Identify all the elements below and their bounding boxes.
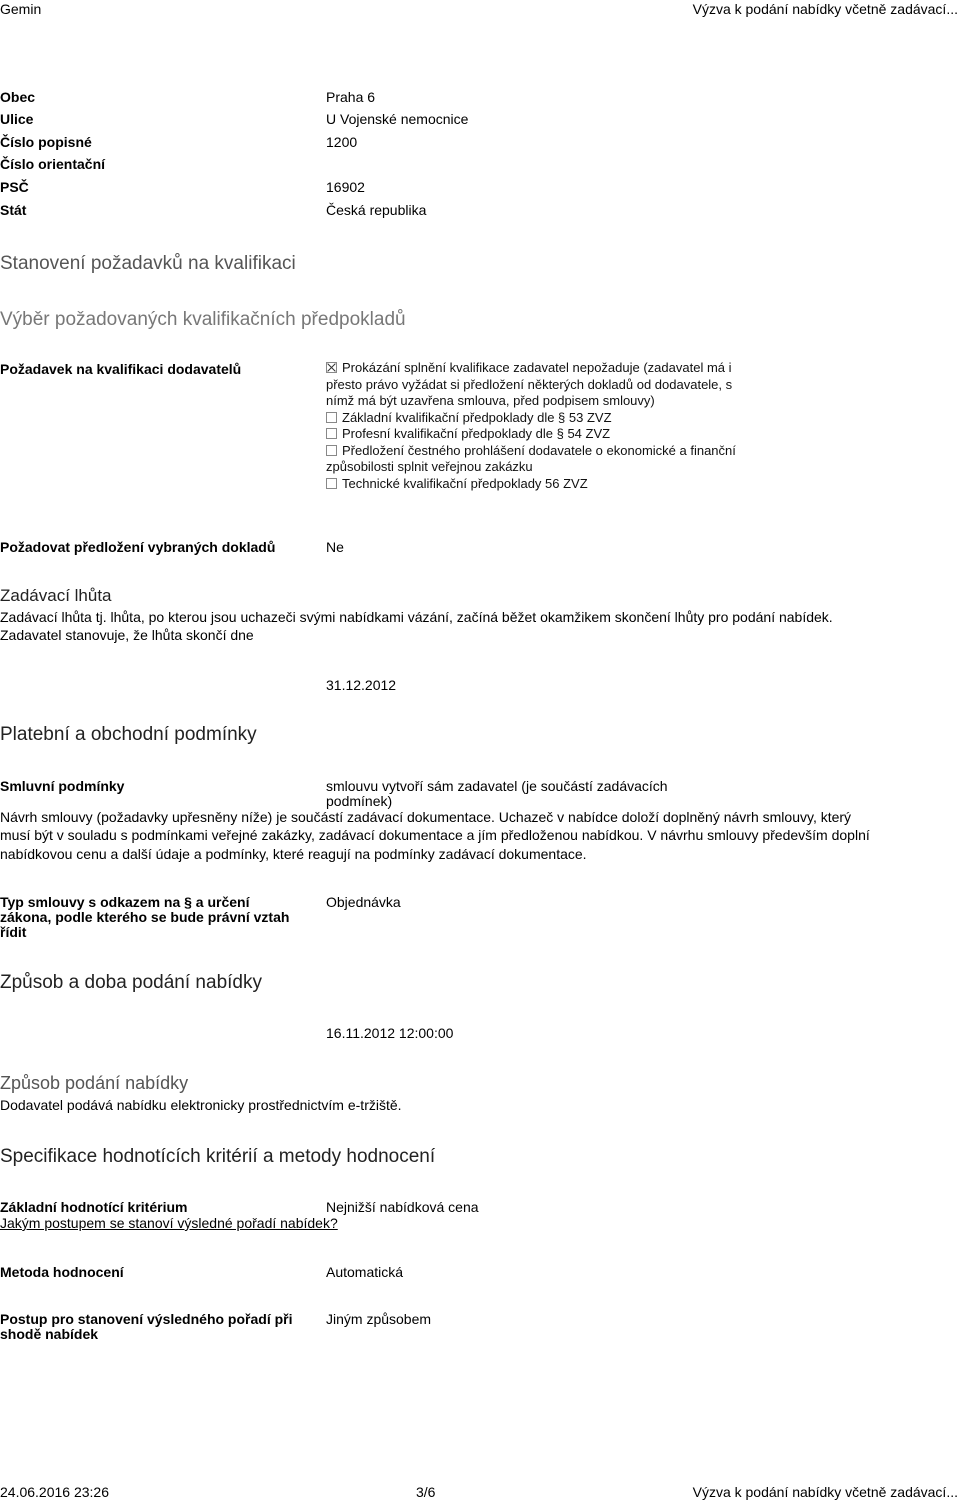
address-label-ulice: Ulice bbox=[0, 111, 34, 127]
qualification-option-text: Základní kvalifikační předpoklady dle § 53 ZVZ bbox=[342, 409, 612, 425]
qualification-option-text: Prokázání splnění kvalifikace zadavatel nepožaduje (zadavatel má i přesto právo vyžádat si předložení některých dokladů od dodavatele, s nímž má být uzavřena smlouva, před podpisem smlouvy) bbox=[326, 360, 733, 408]
qualification-option bbox=[326, 360, 756, 410]
tie-label-1: Postup pro stanovení výsledného pořadí při bbox=[0, 1311, 293, 1327]
contract-type-label-3: řídit bbox=[0, 924, 27, 940]
qualification-options bbox=[326, 360, 756, 492]
evaluation-heading: Specifikace hodnotících kritérií a metody hodnocení bbox=[0, 1146, 436, 1167]
address-value-ulice: U Vojenské nemocnice bbox=[326, 111, 469, 127]
submission-heading: Způsob a doba podání nabídky bbox=[0, 972, 262, 993]
address-label-psc: PSČ bbox=[0, 179, 29, 195]
submission-method-text: Dodavatel podává nabídku elektronicky prostřednictvím e-tržiště. bbox=[0, 1097, 402, 1113]
evaluation-method-value: Automatická bbox=[326, 1264, 404, 1280]
checkbox-icon[interactable] bbox=[326, 412, 337, 423]
binding-period-heading: Zadávací lhůta bbox=[0, 586, 112, 605]
binding-period-line2: Zadavatel stanovuje, že lhůta skončí dne bbox=[0, 627, 254, 643]
contract-value-1: smlouvu vytvoří sám zadavatel (je součástí zadávacích bbox=[326, 778, 668, 794]
contract-type-label-2: zákona, podle kterého se bude právní vztah bbox=[0, 909, 290, 925]
address-value-stat: Česká republika bbox=[326, 202, 427, 218]
contract-type-label-1: Typ smlouvy s odkazem na § a určení bbox=[0, 894, 250, 910]
binding-period-line1: Zadávací lhůta tj. lhůta, po kterou jsou uchazeči svými nabídkami vázání, začíná běžet okamžikem skončení lhůty pro podání nabídek. bbox=[0, 609, 833, 625]
qualification-heading: Stanovení požadavků na kvalifikaci bbox=[0, 253, 296, 274]
submission-method-heading: Způsob podání nabídky bbox=[0, 1073, 189, 1093]
evaluation-method-label: Metoda hodnocení bbox=[0, 1264, 124, 1280]
contract-type-value: Objednávka bbox=[326, 894, 401, 910]
qualification-option bbox=[326, 476, 756, 493]
checkbox-checked-icon[interactable] bbox=[326, 362, 337, 373]
qualification-option-text: Technické kvalifikační předpoklady 56 ZVZ bbox=[342, 475, 588, 491]
tie-label-2: shodě nabídek bbox=[0, 1326, 99, 1342]
address-value-obec: Praha 6 bbox=[326, 89, 376, 105]
header-left: Gemin bbox=[0, 1, 42, 17]
qualification-option-text: Profesní kvalifikační předpoklady dle § 54 ZVZ bbox=[342, 426, 611, 441]
contract-value-2: podmínek) bbox=[326, 793, 393, 809]
address-value-cislo-popisne: 1200 bbox=[326, 134, 358, 150]
qualification-option bbox=[326, 443, 756, 476]
contract-label: Smluvní podmínky bbox=[0, 778, 125, 794]
qualification-subheading: Výběr požadovaných kvalifikačních předpokladů bbox=[0, 309, 406, 330]
contract-note-2: musí být v souladu s podmínkami veřejné zakázky, zadávací dokumentace a jím předloženou nabídkou. V návrhu smlouvy především doplní bbox=[0, 827, 870, 843]
address-label-obec: Obec bbox=[0, 89, 36, 105]
documents-value: Ne bbox=[326, 539, 344, 555]
submission-datetime: 16.11.2012 12:00:00 bbox=[326, 1025, 454, 1041]
footer-page-number: 3/6 bbox=[416, 1484, 436, 1500]
criterion-label: Základní hodnotící kritérium bbox=[0, 1199, 188, 1215]
address-label-cislo-orientacni: Číslo orientační bbox=[0, 156, 106, 172]
qualification-option-text: Předložení čestného prohlášení dodavatele o ekonomické a finanční způsobilosti splnit veřejnou zakázku bbox=[326, 442, 736, 474]
checkbox-icon[interactable] bbox=[326, 445, 337, 456]
terms-heading: Platební a obchodní podmínky bbox=[0, 724, 257, 745]
header-right: Výzva k podání nabídky včetně zadávací... bbox=[692, 1, 958, 17]
address-label-cislo-popisne: Číslo popisné bbox=[0, 134, 92, 150]
tie-value: Jiným způsobem bbox=[326, 1311, 432, 1327]
criterion-value: Nejnižší nabídková cena bbox=[326, 1199, 479, 1215]
contract-note-3: nabídkovou cenu a další údaje a podmínky, které reagují na podmínky zadávací dokumentace. bbox=[0, 846, 587, 862]
contract-note-1: Návrh smlouvy (požadavky upřesněny níže) je součástí zadávací dokumentace. Uchazeč v nabídce doloží doplněný návrh smlouvy, který bbox=[0, 809, 852, 825]
checkbox-icon[interactable] bbox=[326, 428, 337, 439]
documents-label: Požadovat předložení vybraných dokladů bbox=[0, 539, 276, 555]
address-label-stat: Stát bbox=[0, 202, 27, 218]
binding-period-date: 31.12.2012 bbox=[326, 677, 397, 693]
footer-title: Výzva k podání nabídky včetně zadávací... bbox=[692, 1484, 958, 1500]
checkbox-icon[interactable] bbox=[326, 478, 337, 489]
requirement-label: Požadavek na kvalifikaci dodavatelů bbox=[0, 361, 242, 377]
qualification-option bbox=[326, 410, 756, 427]
footer-datetime: 24.06.2016 23:26 bbox=[0, 1484, 109, 1500]
order-link[interactable]: Jakým postupem se stanoví výsledné pořadí nabídek? bbox=[0, 1215, 338, 1231]
address-value-psc: 16902 bbox=[326, 179, 365, 195]
qualification-option bbox=[326, 426, 756, 443]
